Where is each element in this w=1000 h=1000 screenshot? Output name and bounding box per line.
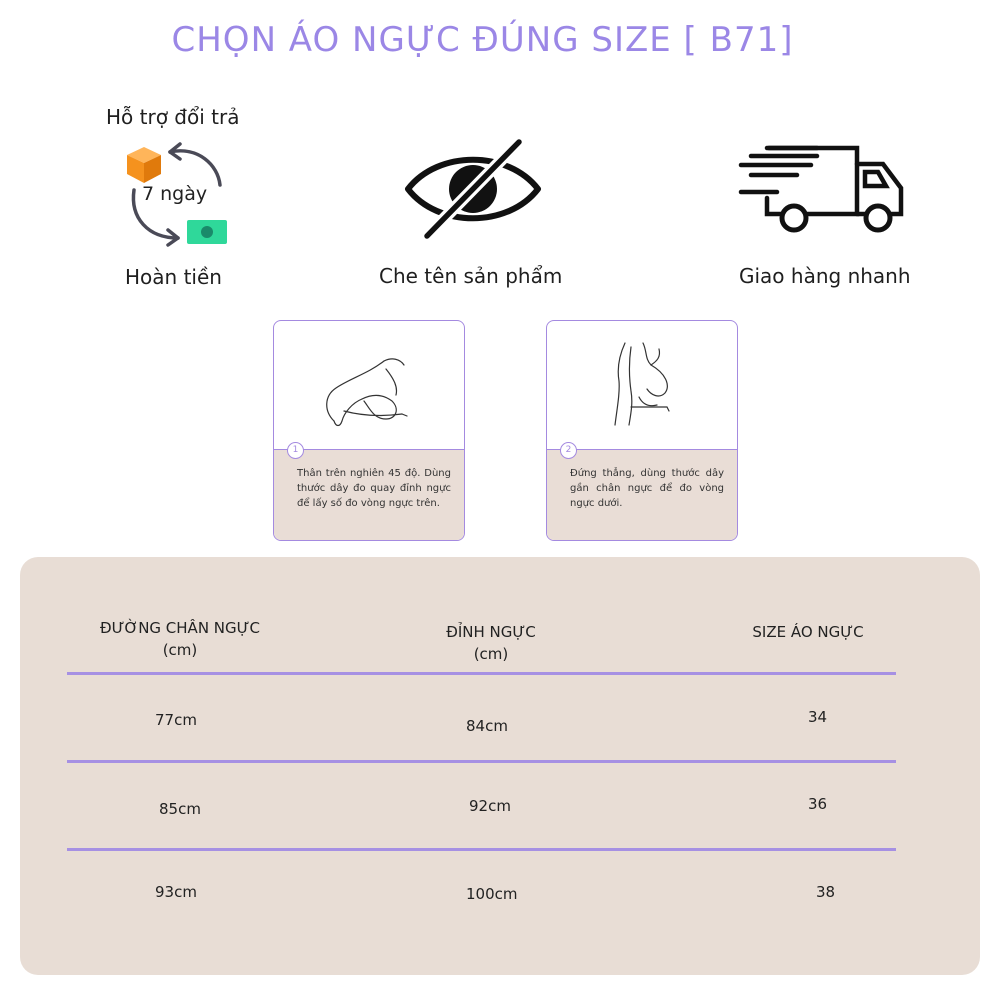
header-bust — [421, 621, 561, 665]
row-3-bust: 100cm — [466, 885, 518, 903]
header-underbust-unit: (cm) — [162, 641, 198, 659]
page-title: CHỌN ÁO NGỰC ĐÚNG SIZE [ B71] — [171, 20, 794, 60]
underbust-measure-illustration — [547, 321, 737, 449]
measure-step-card-1 — [273, 320, 465, 541]
eye-slash-icon — [403, 138, 543, 240]
return-days-label: 7 ngày — [142, 183, 208, 205]
return-cycle-graphic — [118, 140, 233, 250]
box-icon — [124, 145, 164, 185]
row-1-bust: 84cm — [466, 717, 508, 735]
measure-step-card-2 — [546, 320, 738, 541]
table-divider — [67, 672, 896, 675]
header-underbust-title: ĐƯỜNG CHÂN NGỰC — [100, 619, 260, 637]
header-bust-title: ĐỈNH NGỰC — [446, 623, 536, 641]
row-2-bust: 92cm — [469, 797, 511, 815]
row-3-underbust: 93cm — [155, 883, 197, 901]
fast-truck-icon — [737, 142, 907, 234]
refund-label: Hoàn tiền — [125, 265, 222, 289]
header-bust-unit: (cm) — [473, 645, 509, 663]
step-description: Đứng thẳng, dùng thước dây gần chân ngực để đo vòng ngực dưới. — [570, 468, 724, 509]
bust-measure-illustration — [274, 321, 464, 449]
step-2-description-area — [547, 445, 737, 541]
step-number-badge: 2 — [560, 442, 577, 459]
row-2-size: 36 — [808, 795, 828, 813]
cash-icon — [186, 218, 228, 246]
header-size — [738, 621, 878, 643]
step-1-description-area — [274, 445, 464, 541]
shipping-label: Giao hàng nhanh — [739, 264, 911, 288]
step-number-badge: 1 — [287, 442, 304, 459]
row-2-underbust: 85cm — [159, 800, 201, 818]
row-1-underbust: 77cm — [155, 711, 197, 729]
table-divider — [67, 848, 896, 851]
privacy-label: Che tên sản phẩm — [379, 264, 563, 288]
header-underbust — [90, 617, 270, 661]
row-1-size: 34 — [808, 708, 828, 726]
header-size-title: SIZE ÁO NGỰC — [752, 623, 864, 641]
table-divider — [67, 760, 896, 763]
step-description: Thân trên nghiên 45 độ. Dùng thước dây đo quay đỉnh ngực để lấy số đo vòng ngực trên. — [297, 468, 451, 509]
row-3-size: 38 — [816, 883, 836, 901]
return-support-label: Hỗ trợ đổi trả — [106, 105, 240, 129]
